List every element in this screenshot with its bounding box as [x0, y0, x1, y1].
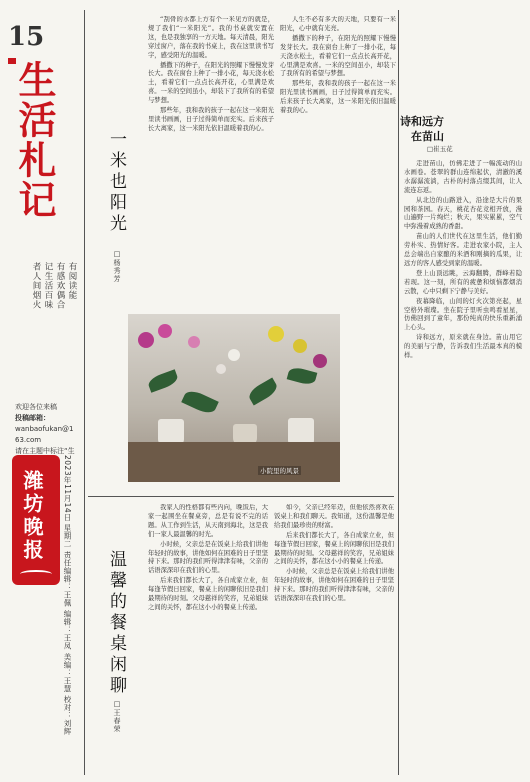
section-title: 生活札记: [12, 60, 57, 220]
title-line: 诗和远方: [400, 115, 444, 128]
orchid-flower: [138, 332, 154, 348]
article-body-shi: [404, 160, 522, 776]
paragraph: 诗和远方，原来就在身边。苗山用它的美丽与宁静，告诉我们生活最本真的模样。: [404, 334, 522, 360]
welcome-text: 欢迎各位来稿: [15, 403, 57, 411]
paragraph: 苗山的人们世代在这里生活，他们勤劳朴实、热情好客。走进农家小院，主人总会端出自家酿的米酒和刚摘的瓜果，让远方的客人感受到家的温暖。: [404, 233, 522, 267]
paragraph: 后来我们都长大了，各自成家立业，但每逢节假日回家，餐桌上的闲聊依旧是我们最期待的时刻。父母慈祥的笑容，兄弟姐妹之间的关怀，都在这小小的餐桌上传递。: [274, 531, 394, 566]
orchid-flower: [268, 326, 284, 342]
paragraph: 如今，父亲已经年迈，但他依然喜欢在饭桌上和我们聊天。我知道，这份温馨是他给我们最珍贵的财富。: [274, 504, 394, 529]
section-motto: [30, 262, 78, 402]
orchid-flower: [313, 354, 327, 368]
orchid-flower: [228, 349, 240, 361]
paragraph: 从北边的山路进入，沿途是大片的果园和茶园。春天，桃花杏花竞相开放，漫山遍野一片绚烂；秋天，果实累累，空气中弥漫着成熟的香甜。: [404, 196, 522, 231]
article-title-canzhuo: 温馨的餐桌闲聊: [106, 550, 126, 697]
email-label: 投稿邮箱：: [15, 414, 50, 422]
column-divider: [398, 10, 399, 775]
motto-line: 有感欢偶合: [55, 262, 65, 310]
article-photo: [128, 314, 340, 482]
photo-caption: 小院里的风景: [260, 467, 299, 475]
article-title-yimi: 一米也阳光: [106, 130, 126, 235]
paragraph: 那些年，我和我的孩子一起在这一米阳光里读书画画，日子过得简单而充实。后来孩子长大离家，这一米阳光依旧温暖着我的心。: [280, 80, 396, 115]
article-author-yimi: □杨秀芳: [113, 250, 121, 283]
paragraph: 后来我们都长大了，各自成家立业，但每逢节假日回家，餐桌上的闲聊依旧是我们最期待的时刻。父母慈祥的笑容，兄弟姐妹之间的关怀，都在这小小的餐桌上传递。: [148, 577, 268, 611]
article-body-yimi: [148, 16, 274, 308]
paragraph: 播撒下的种子，在阳光的照耀下慢慢发芽长大。我在窗台上种了一排小花，每天浇水松土，看着它们一点点长高开花，心里满是欢喜。一米的空间虽小，却装下了我所有的希望与梦想。: [280, 34, 396, 78]
leaf-shape: [246, 378, 279, 406]
paragraph: 播撒下的种子，在阳光的照耀下慢慢发芽长大。我在窗台上种了一排小花，每天浇水松土，看着它们一点点长高开花，心里满是欢喜。一米的空间虽小，却装下了我所有的希望与梦想。: [148, 61, 274, 105]
paragraph: 我家人的性格都有些内向，晚饭后，大家一起围坐在餐桌旁，总是有说不完的话题。从工作到生活，从天南到海北，这是我们一家人最温馨的时光。: [148, 504, 268, 538]
leaf-shape: [147, 369, 180, 392]
motto-line: 记生活百味: [43, 262, 53, 310]
issue-info: 2023年11月14日 星期二 责任编辑：王佩 编辑：王凤 美编：王慧 校对：刘辉: [63, 455, 72, 736]
article-author-canzhuo: □王春荣: [113, 700, 121, 733]
paragraph: 登上山顶远眺，云海翻腾，群峰若隐若现。这一刻，所有的疲惫和烦恼都烟消云散，心中只剩下宁静与美好。: [404, 269, 522, 295]
paragraph: 那些年，我和我的孩子一起在这一米阳光里读书画画，日子过得简单而充实。后来孩子长大离家，这一米阳光依旧温暖着我的心。: [148, 107, 274, 132]
leaf-shape: [181, 388, 219, 417]
paragraph: 小时候，父亲总是在饭桌上给我们讲他年轻时的故事，讲他如何在困难的日子里坚持下来。那时的我们听得津津有味，父亲的话语深深印在我们的心里。: [274, 568, 394, 603]
article-body-yimi-cont: [280, 16, 396, 308]
motto-line: 者人间烟火: [31, 262, 41, 310]
orchid-flower: [158, 324, 172, 338]
article-author-shi: □崔玉花: [427, 145, 453, 153]
masthead-column: [0, 0, 82, 782]
email-note: 请在主题中标注“生: [15, 447, 75, 455]
orchid-flower: [216, 364, 226, 374]
page-number: 15: [8, 22, 45, 52]
article-body-canzhuo: [148, 504, 268, 776]
newspaper-name: 潍坊晚报: [20, 470, 44, 562]
paragraph: 夜幕降临，山间的灯火次第亮起，星空格外璀璨。坐在院子里听虫鸣看星星，仿佛回到了童年，那份纯真的快乐重新涌上心头。: [404, 297, 522, 332]
article-body-canzhuo-cont: [274, 504, 394, 776]
orchid-flower: [293, 339, 307, 353]
article-title-shi: [400, 114, 444, 144]
paragraph: “刮骨的水都上方有个一米见方的就是，规了我们“一米阳光”。我的书桌就安置在这，也是我独享的一方天地。每天清晨，阳光穿过窗户，落在我的书桌上，我在这里读书写字，感受阳光的温暖。: [148, 16, 274, 59]
row-divider: [88, 496, 394, 497]
orchid-flower: [188, 336, 200, 348]
motto-line: 有阅读能: [67, 262, 77, 300]
email-address[interactable]: wanbaofukan@163.com: [15, 425, 74, 444]
paragraph: 小时候，父亲总是在饭桌上给我们讲他年轻时的故事，讲他如何在困难的日子里坚持下来。那时的我们听得津津有味，父亲的话语深深印在我们的心里。: [148, 540, 268, 575]
paragraph: 走进苗山，仿佛走进了一幅流动的山水画卷。苍翠的群山连绵起伏，清澈的溪水潺潺流淌，古朴的村落点缀其间，让人流连忘返。: [404, 160, 522, 194]
title-line: 在苗山: [411, 130, 444, 143]
shelf-surface: [128, 442, 340, 482]
paragraph: 人生不必有多大的天地，只要有一米阳光，心中就有光亮。: [280, 16, 396, 32]
column-divider: [84, 10, 85, 775]
leaf-shape: [287, 366, 318, 387]
logo-wave-icon: [20, 570, 52, 578]
